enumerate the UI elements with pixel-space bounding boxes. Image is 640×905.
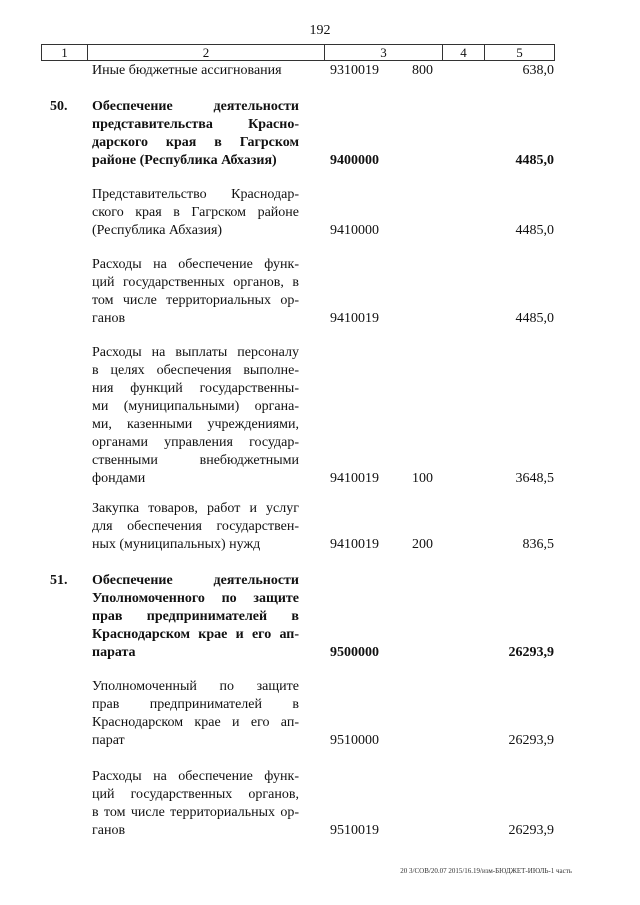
description-line: для обеспечения государствен- — [92, 519, 299, 534]
amount: 4485,0 — [515, 311, 554, 326]
description-line: Расходы на обеспечение функ- — [92, 257, 299, 272]
section-number: 50. — [50, 99, 68, 114]
description-line: ского края в Гагрском районе — [92, 205, 299, 220]
description-line: ственными внебюджетными — [92, 453, 299, 468]
amount: 26293,9 — [508, 645, 554, 660]
expense-type-code: 800 — [412, 63, 433, 78]
amount: 3648,5 — [515, 471, 554, 486]
amount: 4485,0 — [515, 153, 554, 168]
description-line: ния функций государственны- — [92, 381, 299, 396]
column-header-4: 4 — [443, 45, 485, 60]
description-line: парата — [92, 645, 136, 660]
expense-type-code: 200 — [412, 537, 433, 552]
amount: 836,5 — [522, 537, 554, 552]
description-line: в целях обеспечения выполне- — [92, 363, 299, 378]
amount: 4485,0 — [515, 223, 554, 238]
description-line: том числе территориальных ор- — [92, 293, 299, 308]
amount: 26293,9 — [508, 823, 554, 838]
description-line: Уполномоченного по защите — [92, 591, 299, 606]
column-header-3: 3 — [325, 45, 443, 60]
amount: 26293,9 — [508, 733, 554, 748]
row-description — [92, 500, 299, 554]
description-line: ций государственных органов, — [92, 787, 299, 802]
description-line: прав предпринимателей в — [92, 609, 299, 624]
description-line: фондами — [92, 471, 146, 486]
description-line: Краснодарском крае и его ап- — [92, 715, 299, 730]
section-number: 51. — [50, 573, 68, 588]
description-line: ганов — [92, 823, 126, 838]
target-article-code: 9400000 — [330, 153, 379, 168]
expense-type-code: 100 — [412, 471, 433, 486]
row-description — [92, 678, 299, 750]
row-description — [92, 98, 299, 170]
target-article-code: 9410000 — [330, 223, 379, 238]
row-description — [92, 62, 299, 80]
row-description — [92, 186, 299, 240]
description-line: Представительство Краснодар- — [92, 187, 299, 202]
description-line: Краснодарском крае и его ап- — [92, 627, 299, 642]
target-article-code: 9310019 — [330, 63, 379, 78]
description-line: в том числе территориальных ор- — [92, 805, 299, 820]
footer-doc-id: 20 3/СОВ/20.07 2015/16.19/изм-БЮДЖЕТ-ИЮЛЬ-1 часть — [400, 867, 572, 875]
target-article-code: 9510000 — [330, 733, 379, 748]
description-line: ми, казенными учреждениями, — [92, 417, 299, 432]
description-line: представительства Красно- — [92, 117, 299, 132]
column-header-2: 2 — [88, 45, 325, 60]
description-line: районе (Республика Абхазия) — [92, 153, 277, 168]
description-line: Иные бюджетные ассигнования — [92, 63, 282, 78]
description-line: Расходы на выплаты персоналу — [92, 345, 299, 360]
description-line: ций государственных органов, в — [92, 275, 299, 290]
description-line: ных (муниципальных) нужд — [92, 537, 261, 552]
description-line: Обеспечение деятельности — [92, 99, 299, 114]
column-header-5: 5 — [516, 45, 523, 60]
target-article-code: 9410019 — [330, 537, 379, 552]
description-line: дарского края в Гагрском — [92, 135, 299, 150]
amount: 638,0 — [522, 63, 554, 78]
target-article-code: 9410019 — [330, 311, 379, 326]
target-article-code: 9500000 — [330, 645, 379, 660]
description-line: (Республика Абхазия) — [92, 223, 223, 238]
description-line: Расходы на обеспечение функ- — [92, 769, 299, 784]
column-header-1: 1 — [42, 45, 88, 60]
description-line: ми (муниципальными) органа- — [92, 399, 299, 414]
row-description — [92, 344, 299, 488]
row-description — [92, 256, 299, 328]
target-article-code: 9410019 — [330, 471, 379, 486]
description-line: Закупка товаров, работ и услуг — [92, 501, 299, 516]
row-description — [92, 572, 299, 662]
description-line: парат — [92, 733, 125, 748]
description-line: прав предпринимателей в — [92, 697, 299, 712]
page-number: 192 — [309, 23, 331, 38]
description-line: Уполномоченный по защите — [92, 679, 299, 694]
row-description — [92, 768, 299, 840]
description-line: Обеспечение деятельности — [92, 573, 299, 588]
column-header-row — [41, 44, 555, 61]
description-line: органами управления государ- — [92, 435, 299, 450]
target-article-code: 9510019 — [330, 823, 379, 838]
description-line: ганов — [92, 311, 126, 326]
